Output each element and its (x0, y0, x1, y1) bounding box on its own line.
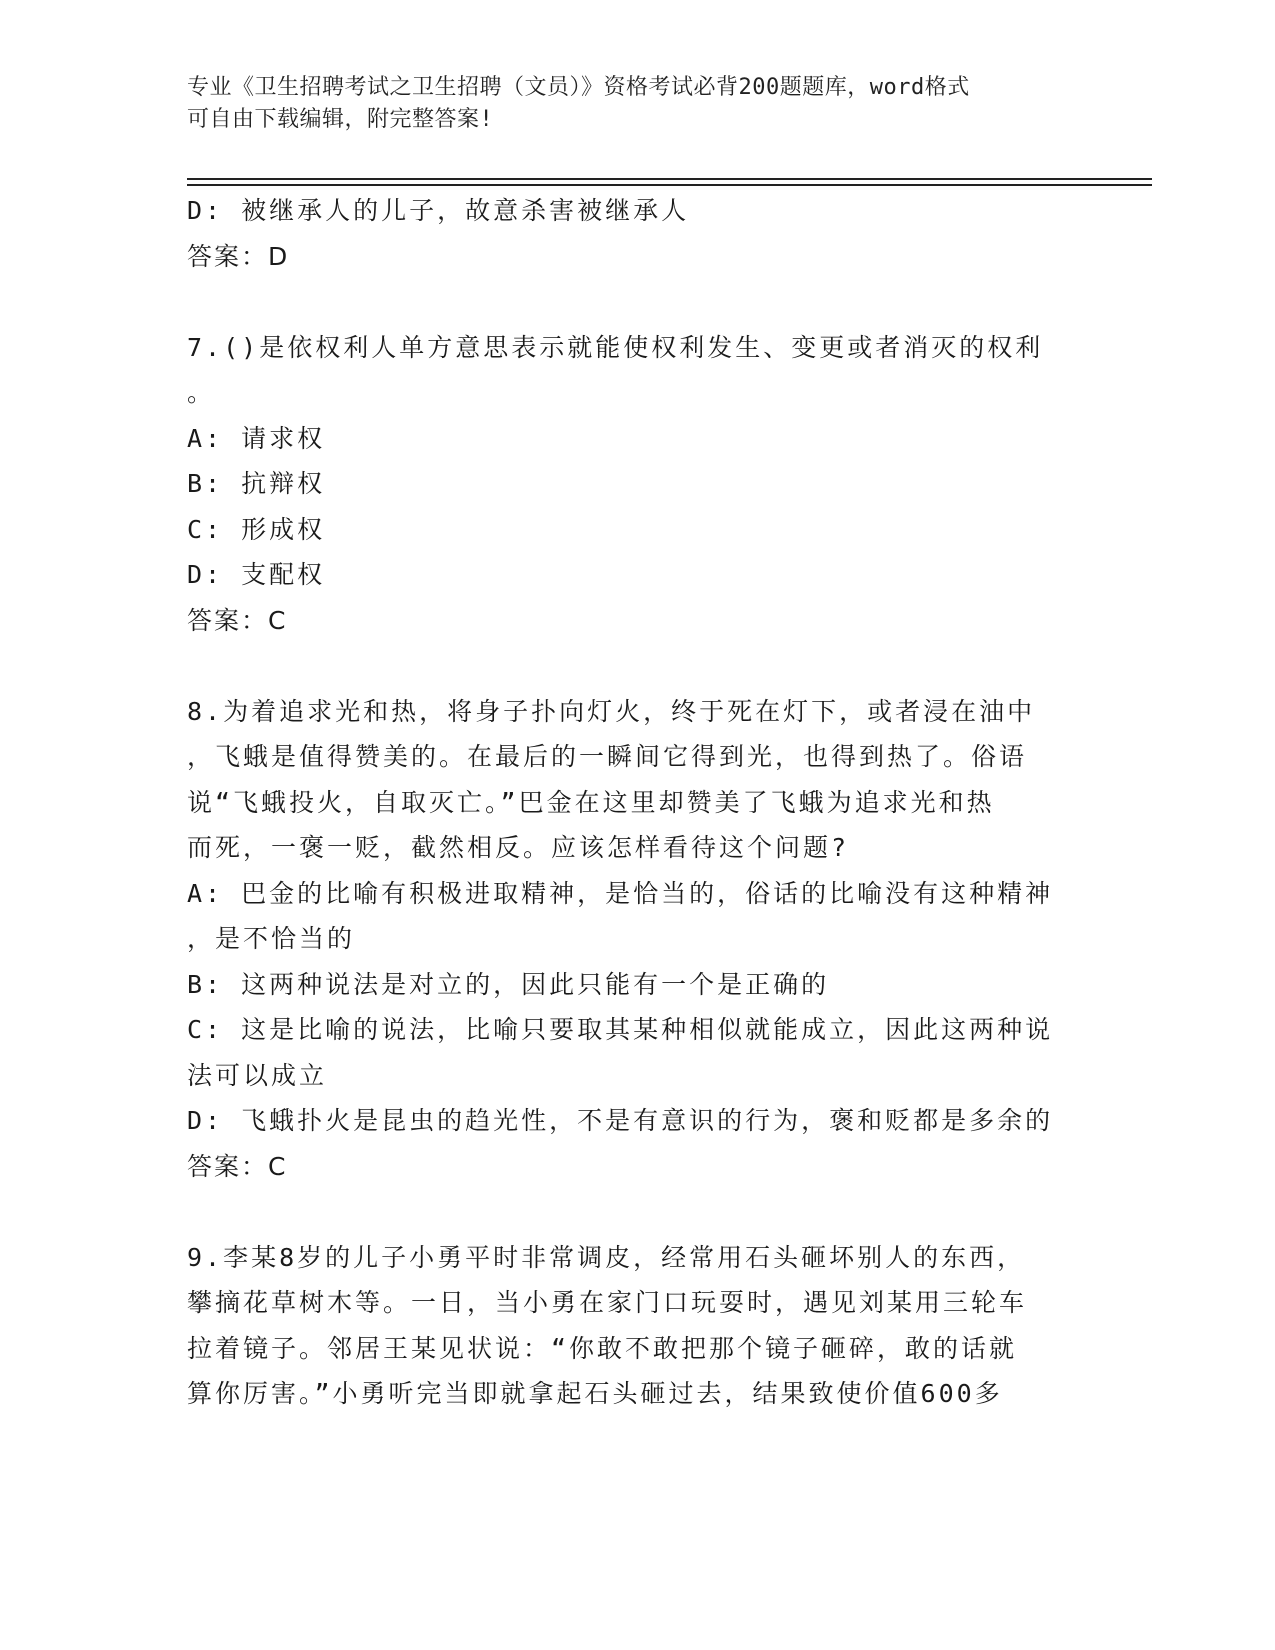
q9-stem-line-4: 算你厉害。”小勇听完当即就拿起石头砸过去，结果致使价值600多 (187, 1379, 1003, 1408)
q7-option-c: C: 形成权 (187, 514, 326, 544)
q6-option-d: D: 被继承人的儿子，故意杀害被继承人 (187, 196, 690, 225)
header-divider-top (187, 178, 1152, 180)
q8-option-a-line-1: A: 巴金的比喻有积极进取精神，是恰当的，俗话的比喻没有这种精神 (187, 878, 1054, 908)
q9-stem-line-3: 拉着镜子。邻居王某见状说：“你敢不敢把那个镜子砸碎，敢的话就 (187, 1333, 1018, 1363)
q8-stem-line-1: 8.为着追求光和热，将身子扑向灯火，终于死在灯下，或者浸在油中 (187, 696, 1036, 726)
q9-stem-line-1: 9.李某8岁的儿子小勇平时非常调皮，经常用石头砸坏别人的东西， (187, 1242, 1026, 1272)
header-divider-bottom (187, 184, 1152, 186)
q8-answer: 答案：C (187, 1151, 288, 1181)
spacer (187, 1189, 1087, 1235)
q8-option-c-line-1: C: 这是比喻的说法，比喻只要取其某种相似就能成立，因此这两种说 (187, 1015, 1054, 1044)
document-header (187, 72, 1067, 136)
q9-stem-line-2: 攀摘花草树木等。一日，当小勇在家门口玩耍时，遇见刘某用三轮车 (187, 1288, 1028, 1317)
q8-stem-line-3: 说“飞蛾投火，自取灭亡。”巴金在这里却赞美了飞蛾为追求光和热 (187, 787, 995, 817)
q8-option-c-line-2: 法可以成立 (187, 1060, 328, 1090)
header-title-line-2: 可自由下载编辑，附完整答案! (187, 107, 494, 132)
spacer (187, 279, 1087, 325)
q8-option-b: B: 这两种说法是对立的，因此只能有一个是正确的 (187, 969, 830, 999)
question-7 (187, 325, 1087, 644)
spacer (187, 643, 1087, 689)
q8-stem-line-2: ，飞蛾是值得赞美的。在最后的一瞬间它得到光，也得到热了。俗语 (187, 742, 1028, 771)
q7-option-d: D: 支配权 (187, 560, 326, 589)
q8-option-a-line-2: ，是不恰当的 (187, 924, 356, 953)
q7-stem-line-1: 7.()是依权利人单方意思表示就能使权利发生、变更或者消灭的权利 (187, 332, 1044, 362)
q7-stem-line-2: 。 (187, 378, 216, 407)
q8-stem-line-4: 而死，一褒一贬，截然相反。应该怎样看待这个问题? (187, 833, 850, 862)
question-9 (187, 1235, 1087, 1417)
q7-option-b: B: 抗辩权 (187, 469, 326, 498)
header-title-line-1: 专业《卫生招聘考试之卫生招聘（文员）》资格考试必背200题题库，word格式 (187, 75, 970, 100)
question-6-tail (187, 188, 1087, 279)
question-8 (187, 689, 1087, 1190)
q7-option-a: A: 请求权 (187, 423, 326, 453)
q6-answer: 答案：D (187, 241, 290, 271)
document-body (187, 188, 1087, 1417)
q8-option-d: D: 飞蛾扑火是昆虫的趋光性，不是有意识的行为，褒和贬都是多余的 (187, 1106, 1054, 1135)
q7-answer: 答案：C (187, 605, 288, 635)
